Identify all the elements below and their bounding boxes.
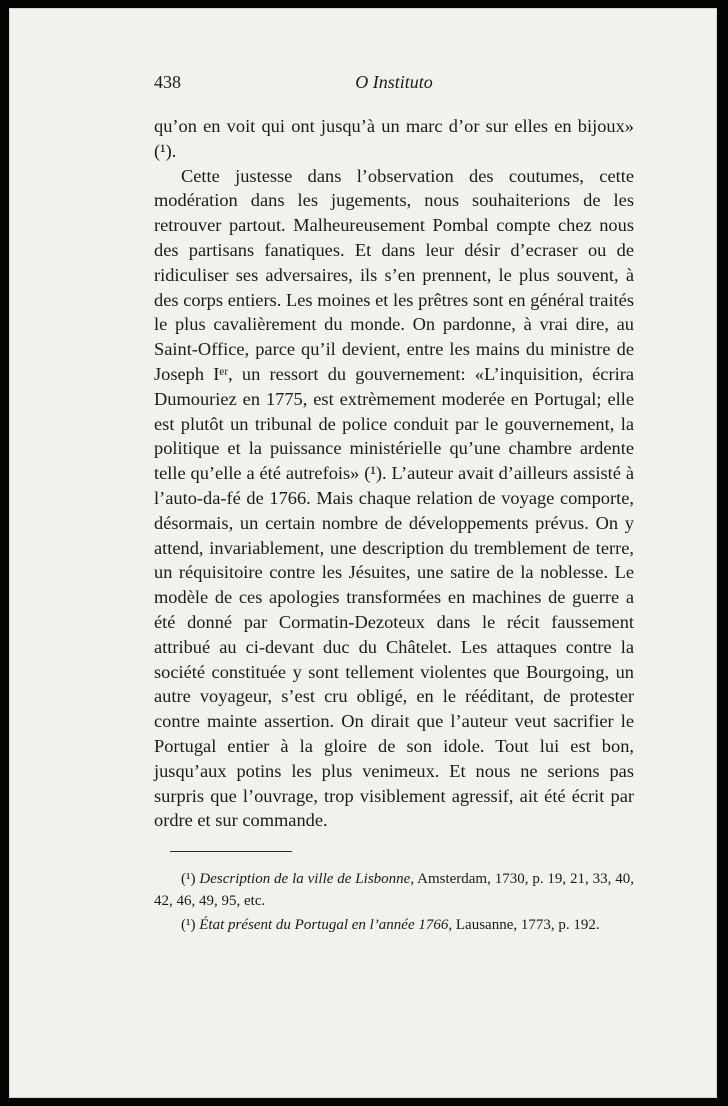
scanned-page-sheet <box>9 8 717 1098</box>
page-number: 438 <box>154 72 181 92</box>
running-title: O Instituto <box>355 72 433 92</box>
paragraph-main: Cette justesse dans l’observation des coutumes, cette modération dans les jugements, nous souhaiterions de les retrouver partout. Malheureusement Pombal compte chez nous des partisans fanatiques. Et dans leur désir d’ecraser ou de ridiculiser ses adversaires, ils s’en prennent, le plus souvent, à des corps entiers. Les moines et les prêtres sont en général traités le plus cavalièrement du monde. On pardonne, à vrai dire, au Saint-Office, parce qu’il devient, entre les mains du ministre de Joseph Iᵉʳ, un ressort du gouvernement: «L’inquisition, écrira Dumouriez en 1775, est extrèmement moderée en Portugal; elle est plutôt un tribunal de police conduit par le gouvernement, la politique et la puissance ministérielle qu’une chambre ardente telle qu’elle a été autrefois» (¹). L’auteur avait d’ailleurs assisté à l’auto-da-fé de 1766. Mais chaque relation de voyage comporte, désormais, un certain nombre de développements prévus. On y attend, invariablement, une description du tremblement de terre, un réquisitoire contre les Jésuites, une satire de la noblesse. Le modèle de ces apologies transformées en machines de guerre a été donné par Cormatin-Dezoteux dans le récit faussement attribué au ci-devant duc du Châtelet. Les attaques contre la société constituée y sont tellement violentes que Bourgoing, un autre voyageur, s’est cru obligé, en le rééditant, de protester contre mainte assertion. On dirait que l’auteur veut sacrifier le Portugal entier à la gloire de son idole. Tout lui est bon, jusqu’aux potins les plus venimeux. Et nous ne serions pas surpris que l’ouvrage, trop visiblement agressif, ait été écrit par ordre et sur commande. <box>154 165 634 831</box>
footnote-citation: Lausanne, 1773, p. 192. <box>452 917 600 934</box>
running-head <box>154 72 634 96</box>
footnote-rule <box>170 851 292 852</box>
footnote-1 <box>154 868 634 912</box>
footnote-work-title: Description de la ville de Lisbonne, <box>199 871 415 888</box>
footnote-work-title: État présent du Portugal en l’année 1766, <box>199 917 453 934</box>
footnote-citation: Amsterdam, 1730, p. 19, 21, 33, 40, 42, 46, 49, 95, etc. <box>154 871 635 910</box>
book-page <box>154 72 634 936</box>
footnote-mark: (¹) <box>181 917 196 934</box>
footnotes <box>154 868 634 936</box>
footnote-2 <box>154 914 634 936</box>
body-text <box>154 114 634 833</box>
footnote-mark: (¹) <box>181 871 196 888</box>
paragraph-continuation: qu’on en voit qui ont jusqu’à un marc d’or sur elles en bijoux» (¹). <box>154 116 634 161</box>
